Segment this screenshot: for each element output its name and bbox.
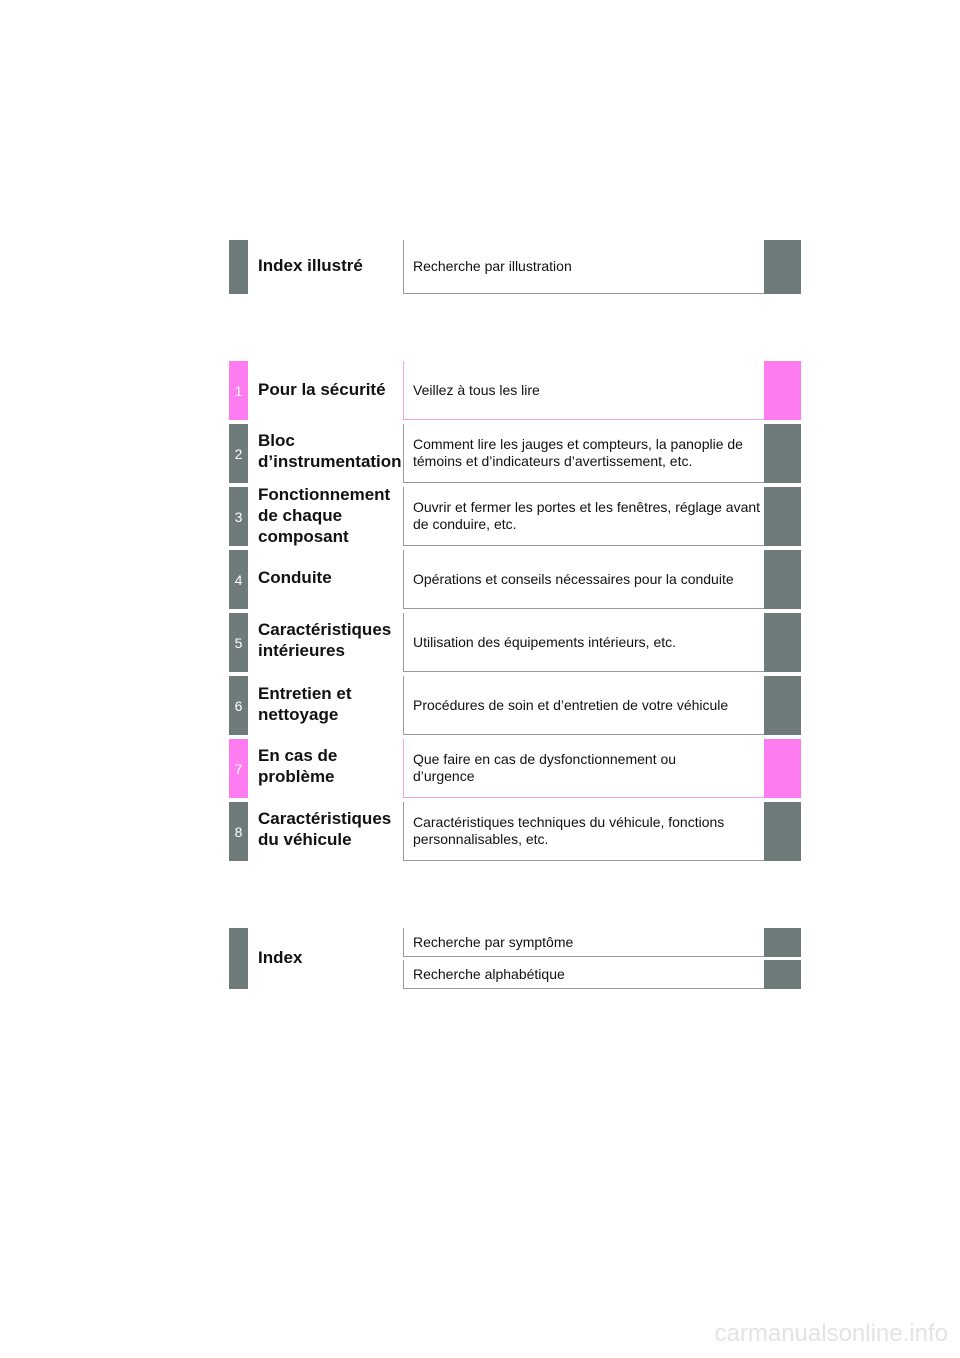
side-tab <box>764 424 801 483</box>
chapter-description: Comment lire les jauges et compteurs, la panoplie de témoins et d’indicateurs d’avertissement, etc. <box>403 424 764 483</box>
chapter-row-7[interactable] <box>229 739 801 798</box>
chapter-number: 5 <box>229 613 248 672</box>
chapter-title: Fonctionnement de chaque composant <box>258 485 391 546</box>
chapter-title: Conduite <box>258 568 332 587</box>
chapter-description: Que faire en cas de dysfonctionnement ou d’urgence <box>403 739 764 798</box>
side-tab <box>764 928 801 957</box>
side-tab <box>764 739 801 798</box>
tab-marker <box>229 240 248 294</box>
chapter-description: Caractéristiques techniques du véhicule, fonctions personnalisables, etc. <box>403 802 764 861</box>
row-description: Recherche par illustration <box>403 240 764 294</box>
chapter-title: En cas de problème <box>258 746 338 786</box>
chapter-description: Ouvrir et fermer les portes et les fenêtres, réglage avant de conduire, etc. <box>403 487 764 546</box>
index-item-label: Recherche alphabétique <box>403 960 764 989</box>
chapter-number: 1 <box>229 361 248 420</box>
chapter-row-6[interactable] <box>229 676 801 735</box>
side-tab <box>764 802 801 861</box>
side-tab <box>764 960 801 989</box>
chapter-title: Entretien et nettoyage <box>258 684 352 724</box>
row-title: Index illustré <box>258 256 363 275</box>
side-tab <box>764 676 801 735</box>
chapter-row-2[interactable] <box>229 424 801 483</box>
side-tab <box>764 361 801 420</box>
chapter-number: 4 <box>229 550 248 609</box>
side-tab <box>764 240 801 294</box>
side-tab <box>764 487 801 546</box>
chapter-number: 6 <box>229 676 248 735</box>
side-tab <box>764 613 801 672</box>
row-index-illustre[interactable] <box>229 240 801 294</box>
row-index <box>229 928 801 989</box>
tab-marker <box>229 928 248 989</box>
chapter-row-8[interactable] <box>229 802 801 861</box>
chapter-number: 3 <box>229 487 248 546</box>
chapter-row-3[interactable] <box>229 487 801 546</box>
chapter-title: Caractéristiques du véhicule <box>258 809 392 849</box>
chapter-row-4[interactable] <box>229 550 801 609</box>
chapter-number: 7 <box>229 739 248 798</box>
index-item-label: Recherche par symptôme <box>403 928 764 957</box>
chapter-description: Procédures de soin et d’entretien de votre véhicule <box>403 676 764 735</box>
side-tab <box>764 550 801 609</box>
chapter-number: 8 <box>229 802 248 861</box>
index-item-symptome[interactable] <box>403 928 801 957</box>
chapter-description: Opérations et conseils nécessaires pour la conduite <box>403 550 764 609</box>
index-item-alphabetique[interactable] <box>403 960 801 989</box>
chapter-title: Bloc d’instrumentation <box>258 431 402 471</box>
chapter-description: Utilisation des équipements intérieurs, etc. <box>403 613 764 672</box>
watermark-text: carmanualsonline.info <box>714 1320 948 1347</box>
chapter-row-1[interactable] <box>229 361 801 420</box>
chapter-description: Veillez à tous les lire <box>403 361 764 420</box>
chapter-title: Pour la sécurité <box>258 380 386 399</box>
index-title: Index <box>258 948 303 967</box>
chapter-title: Caractéristiques intérieures <box>258 620 392 660</box>
chapter-row-5[interactable] <box>229 613 801 672</box>
chapter-number: 2 <box>229 424 248 483</box>
